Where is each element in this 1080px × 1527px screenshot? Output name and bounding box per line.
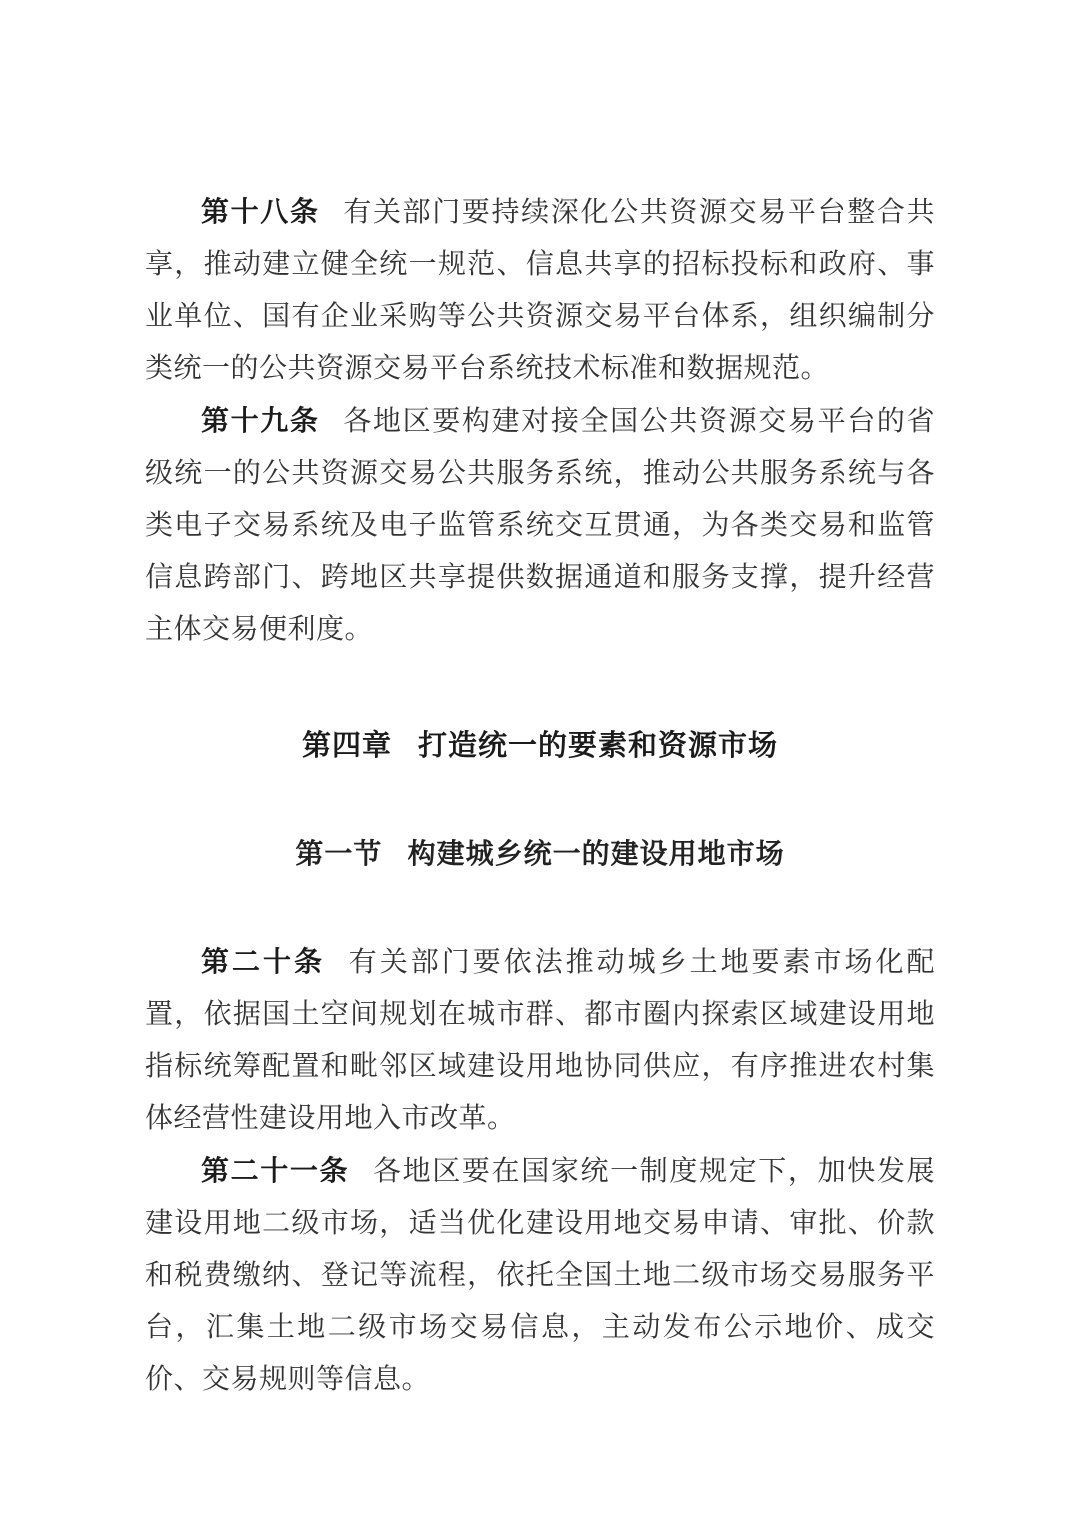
article-text-21: 各地区要在国家统一制度规定下，加快发展建设用地二级市场，适当优化建设用地交易申请、审批、价款和税费缴纳、登记等流程，依托全国土地二级市场交易服务平台，汇集土地二级市场交易信息，主动发布公示地价、成交价、交易规则等信息。 <box>145 1156 935 1395</box>
article-number-19: 第十九条 <box>201 405 320 436</box>
article-number-18: 第十八条 <box>201 196 320 227</box>
article-text-19: 各地区要构建对接全国公共资源交易平台的省级统一的公共资源交易公共服务系统，推动公共服务系统与各类电子交易系统及电子监管系统交互贯通，为各类交易和监管信息跨部门、跨地区共享提供数据通道和服务支撑，提升经营主体交易便利度。 <box>145 406 935 645</box>
article-number-20: 第二十条 <box>201 946 325 977</box>
article-paragraph-20 <box>145 936 935 1145</box>
article-paragraph-21 <box>145 1145 935 1406</box>
section-title: 构建城乡统一的建设用地市场 <box>407 838 785 869</box>
chapter-title: 打造统一的要素和资源市场 <box>418 730 779 762</box>
article-paragraph-19 <box>145 395 935 656</box>
chapter-number: 第四章 <box>301 730 392 762</box>
section-number: 第一节 <box>295 838 383 869</box>
chapter-heading <box>145 720 935 772</box>
article-text-20: 有关部门要依法推动城乡土地要素市场化配置，依据国土空间规划在城市群、都市圈内探索区域建设用地指标统筹配置和毗邻区域建设用地协同供应，有序推进农村集体经营性建设用地入市改革。 <box>145 947 935 1134</box>
article-text-18: 有关部门要持续深化公共资源交易平台整合共享，推动建立健全统一规范、信息共享的招标投标和政府、事业单位、国有企业采购等公共资源交易平台体系，组织编制分类统一的公共资源交易平台系统技术标准和数据规范。 <box>145 197 935 384</box>
article-paragraph-18 <box>145 186 935 395</box>
section-heading <box>145 828 935 880</box>
article-number-21: 第二十一条 <box>201 1155 350 1186</box>
